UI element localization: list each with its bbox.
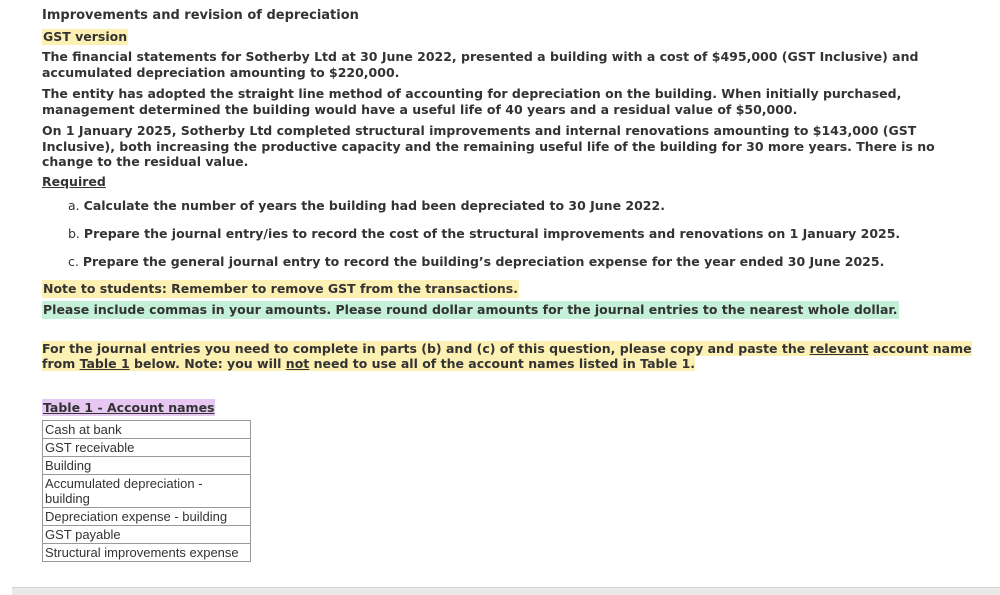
question-heading: Improvements and revision of depreciation	[42, 8, 359, 23]
instruction-relevant: relevant	[809, 340, 869, 356]
account-cell: Cash at bank	[43, 420, 251, 438]
instruction-not: not	[285, 356, 310, 371]
copy-instruction	[42, 341, 987, 372]
task-item	[68, 198, 987, 213]
table-row	[43, 525, 251, 543]
account-cell: GST payable	[43, 525, 251, 543]
table-row	[43, 420, 251, 438]
required-label: Required	[42, 173, 106, 189]
task-text: Prepare the general journal entry to record the building’s depreciation expense for the year ended 30 June 2025.	[82, 253, 885, 269]
version-badge: GST version	[43, 29, 128, 44]
paragraph-financial-statements: The financial statements for Sotherby Ltd at 30 June 2022, presented a building with a cost of $495,000 (GST Inclusive) and accumulated depreciation amounting to $220,000.	[42, 49, 919, 80]
instruction-part1: For the journal entries you need to complete in parts (b) and (c) of this question, please copy and paste the	[42, 340, 810, 356]
table-row	[43, 474, 251, 507]
instruction-part3: below. Note: you will	[129, 356, 286, 371]
task-text: Prepare the journal entry/ies to record the cost of the structural improvements and renovations on 1 January 2025.	[83, 225, 901, 241]
account-names-table	[42, 420, 251, 562]
task-item	[68, 254, 987, 269]
paragraph-depreciation-method: The entity has adopted the straight line method of accounting for depreciation on the building. When initially purchased, management determined the building would have a useful life of 40 years and a residual value of $50,000.	[42, 86, 902, 117]
table-row	[43, 456, 251, 474]
table-title: Table 1 - Account names	[43, 399, 215, 415]
note-commas: Please include commas in your amounts. Please round dollar amounts for the journal entries to the nearest whole dollar.	[43, 301, 898, 317]
question-content	[42, 8, 987, 562]
paragraph-improvements: On 1 January 2025, Sotherby Ltd completed structural improvements and internal renovations amounting to $143,000 (GST Inclusive), both increasing the productive capacity and the remaining useful life of the building for 30 more years. There is no change to the residual value.	[42, 123, 935, 169]
task-item	[68, 226, 987, 241]
account-cell: GST receivable	[43, 438, 251, 456]
table-row	[43, 543, 251, 561]
task-marker: c.	[68, 253, 79, 269]
table-1-reference: Table 1	[79, 356, 130, 371]
account-cell: Building	[43, 456, 251, 474]
table-row	[43, 507, 251, 525]
account-cell: Structural improvements expense	[43, 543, 251, 561]
task-text: Calculate the number of years the building had been depreciated to 30 June 2022.	[83, 197, 665, 213]
instruction-part4: need to use all of the account names listed in Table 1.	[309, 356, 696, 371]
account-cell: Accumulated depreciation - building	[43, 474, 251, 507]
account-cell: Depreciation expense - building	[43, 507, 251, 525]
note-gst: Note to students: Remember to remove GST from the transactions.	[43, 280, 518, 296]
task-marker: a.	[68, 197, 80, 213]
instruction-part2: account name from	[42, 340, 972, 371]
task-marker: b.	[68, 225, 80, 241]
table-row	[43, 438, 251, 456]
task-list	[42, 198, 987, 269]
